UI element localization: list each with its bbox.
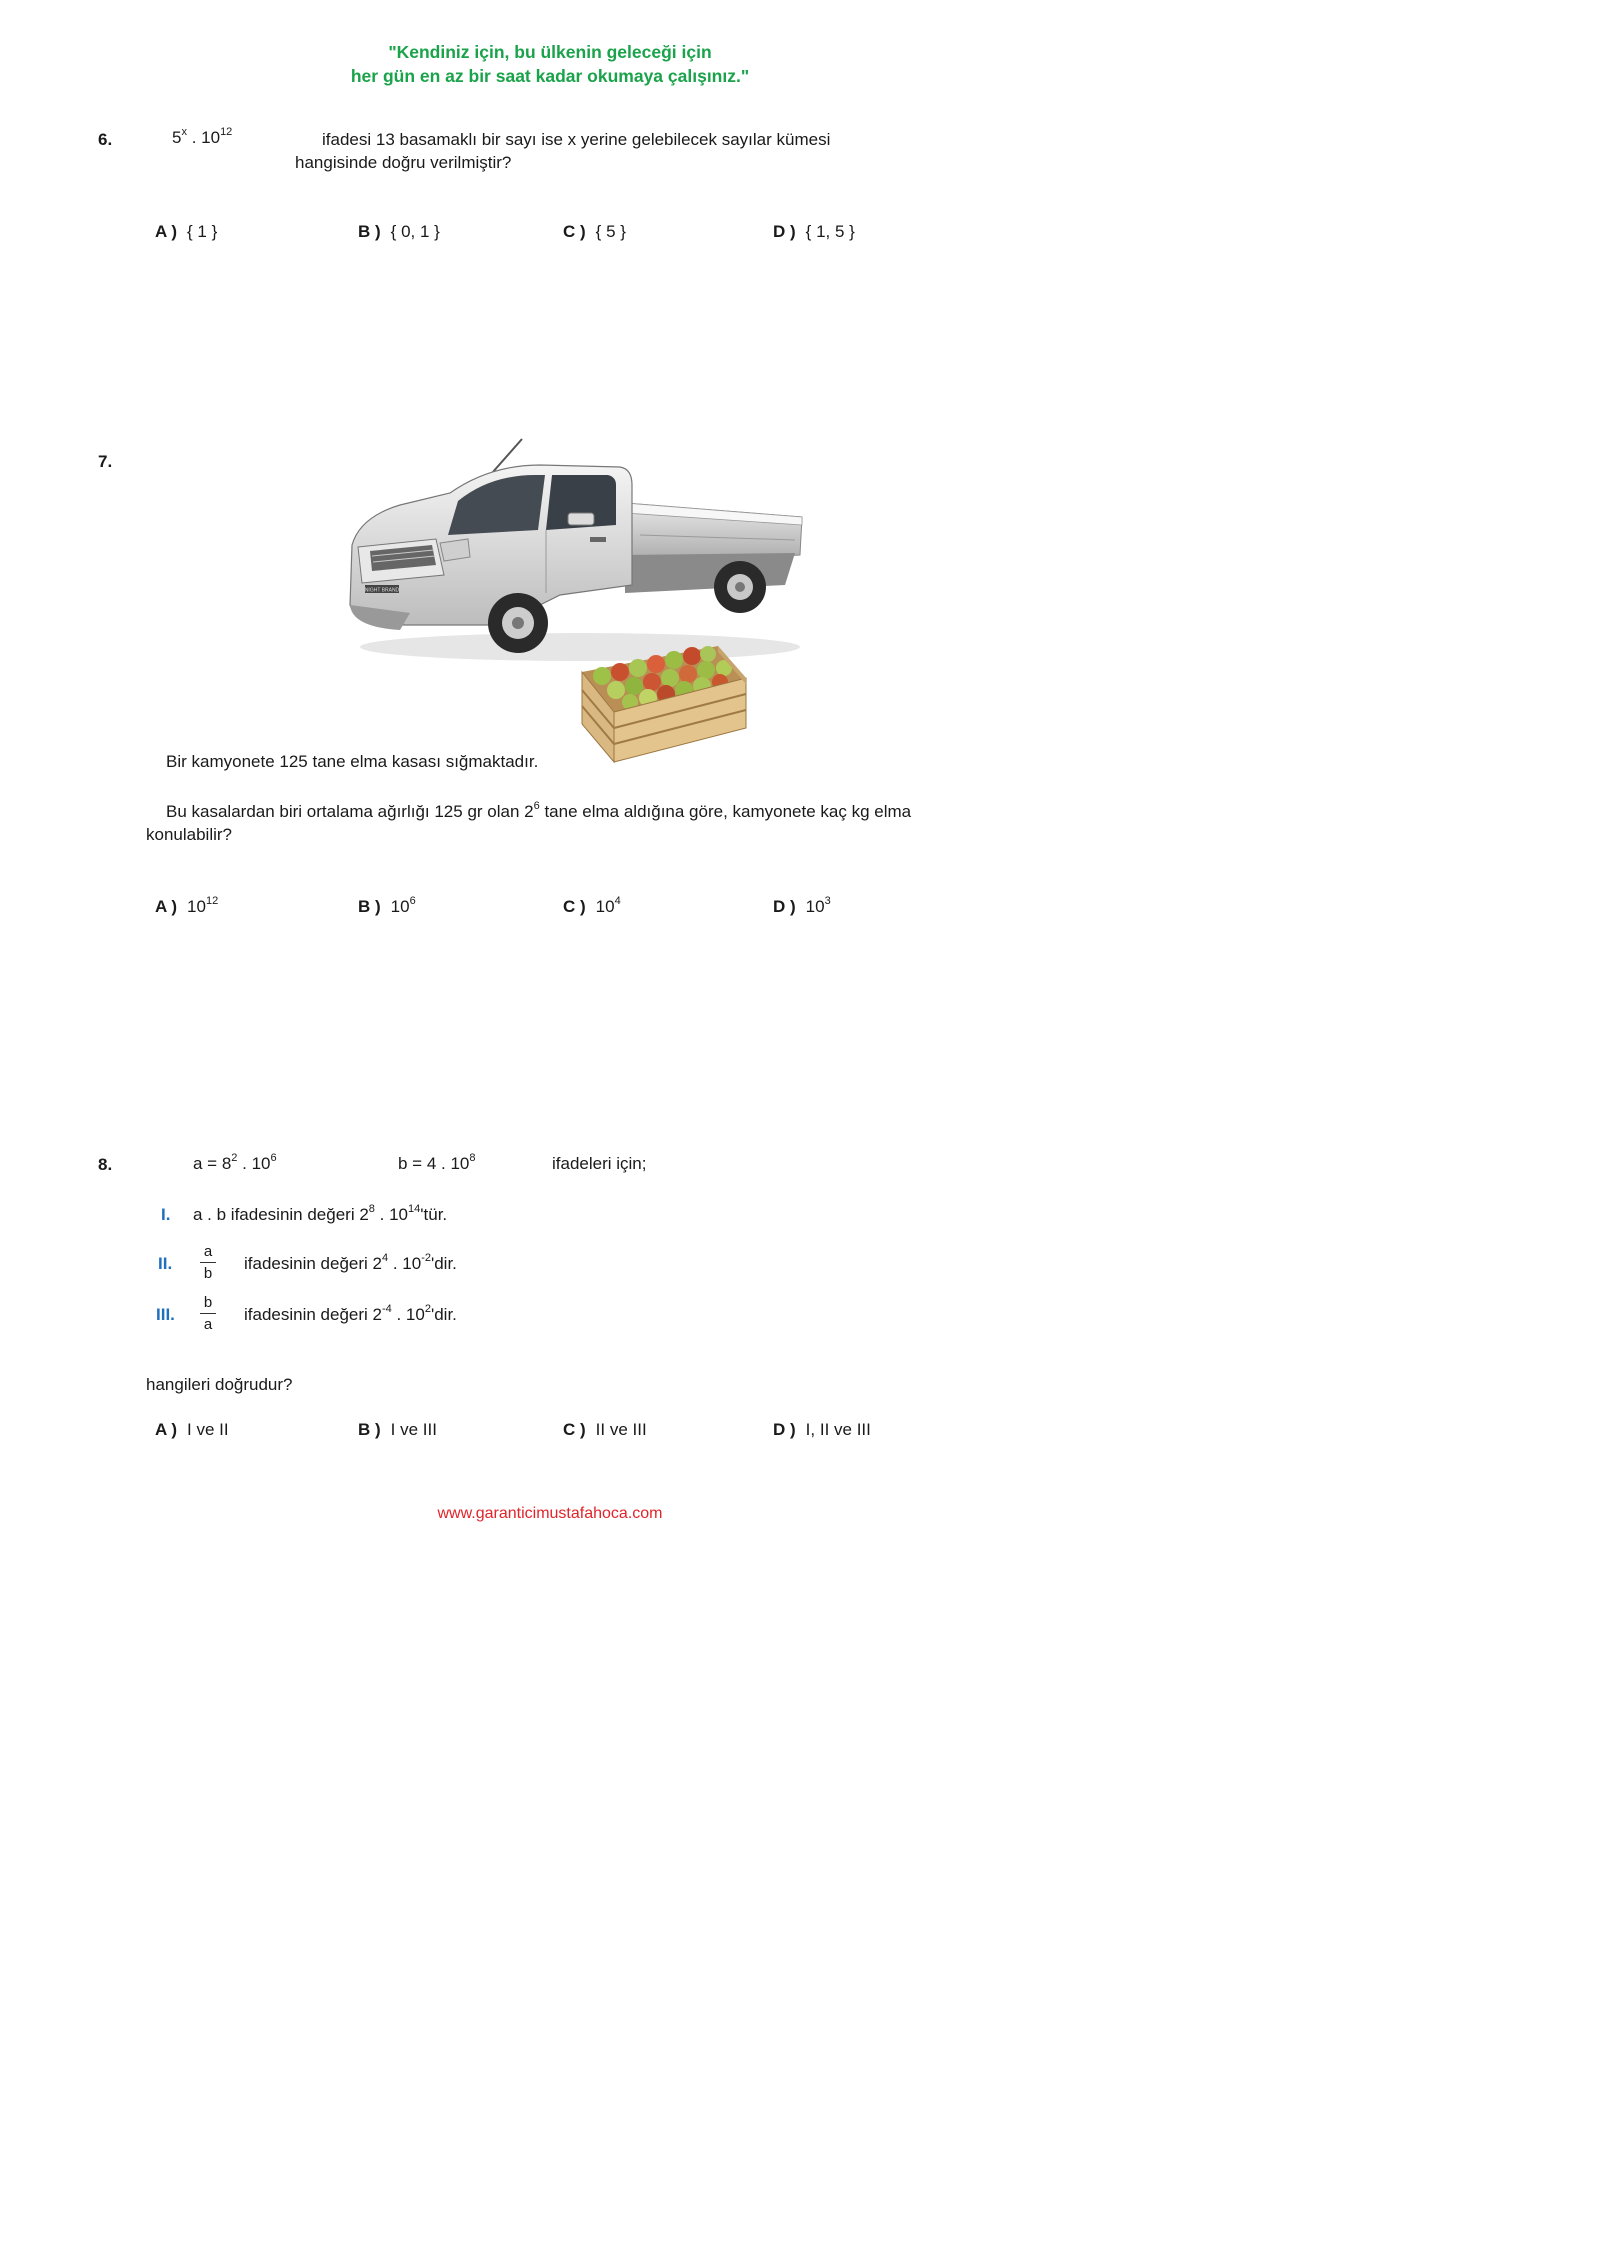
- footer-url-link[interactable]: www.garanticimustafahoca.com: [437, 1505, 663, 1522]
- question-6-number: 6.: [98, 130, 113, 149]
- quote-line-1: "Kendiniz için, bu ülkenin geleceği için: [388, 42, 712, 62]
- truck-plate-text: NIGHT BRAND: [364, 587, 400, 594]
- pickup-truck-image: [340, 435, 810, 670]
- statement-2-fraction: a b: [200, 1243, 216, 1282]
- statement-1-text: a . b ifadesinin değeri $2^8$ . $10^{14}'tür$.: [193, 1203, 448, 1224]
- question-8-question: hangileri doğrudur?: [146, 1375, 293, 1394]
- question-6-option-a[interactable]: A ) { 1 }: [155, 222, 218, 241]
- statement-3-roman: III.: [156, 1305, 175, 1324]
- quote-line-2: her gün en az bir saat kadar okumaya çalışınız.": [350, 66, 750, 86]
- question-8-option-d[interactable]: D ) I, II ve III: [773, 1420, 871, 1439]
- question-7-line-2: Bu kasalardan biri ortalama ağırlığı 125 gr olan $2^6$ tane elma aldığına göre, kamyonete kaç kg elma: [166, 800, 912, 821]
- question-6-text-line-2: hangisinde doğru verilmiştir?: [295, 153, 512, 172]
- question-6-option-b[interactable]: B ) { 0, 1 }: [358, 222, 440, 241]
- question-8-option-b[interactable]: B ) I ve III: [358, 1420, 437, 1439]
- statement-2-text: ifadesinin değeri $2^4$ . $10^{-2}'dir$.: [244, 1252, 457, 1273]
- question-7-option-d[interactable]: D ) $10^3$: [773, 895, 831, 916]
- statement-3-text: ifadesinin değeri $2^{-4}$ . $10^2'dir$.: [244, 1303, 457, 1324]
- question-8-a-definition: $a = 8^2$ . $10^6$: [193, 1152, 277, 1173]
- question-8-number: 8.: [98, 1155, 113, 1174]
- question-8-intro-tail: ifadeleri için;: [552, 1154, 647, 1173]
- question-7-option-c[interactable]: C ) $10^4$: [563, 895, 621, 916]
- apple-crate-image: [578, 640, 750, 768]
- question-6-text-line-1: ifadesi 13 basamaklı bir sayı ise x yerine gelebilecek sayılar kümesi: [322, 130, 831, 149]
- question-6-option-d[interactable]: D ) { 1, 5 }: [773, 222, 855, 241]
- question-7-number: 7.: [98, 452, 113, 471]
- question-8-option-c[interactable]: C ) II ve III: [563, 1420, 647, 1439]
- question-7-option-a[interactable]: A ) $10^{12}$: [155, 895, 219, 916]
- statement-2-roman: II.: [158, 1254, 173, 1273]
- question-7-line-1: Bir kamyonete 125 tane elma kasası sığmaktadır.: [166, 752, 539, 771]
- question-6-option-c[interactable]: C ) { 5 }: [563, 222, 626, 241]
- statement-1-roman: I.: [161, 1205, 171, 1224]
- question-8-option-a[interactable]: A ) I ve II: [155, 1420, 229, 1439]
- question-8-b-definition: b = 4 . $10^8$: [398, 1152, 476, 1173]
- statement-3-fraction: b a: [200, 1294, 216, 1333]
- question-6-expression: 5$^x$ . $10^{12}$: [172, 126, 233, 147]
- question-7-option-b[interactable]: B ) $10^6$: [358, 895, 416, 916]
- question-7-line-3: konulabilir?: [146, 825, 232, 844]
